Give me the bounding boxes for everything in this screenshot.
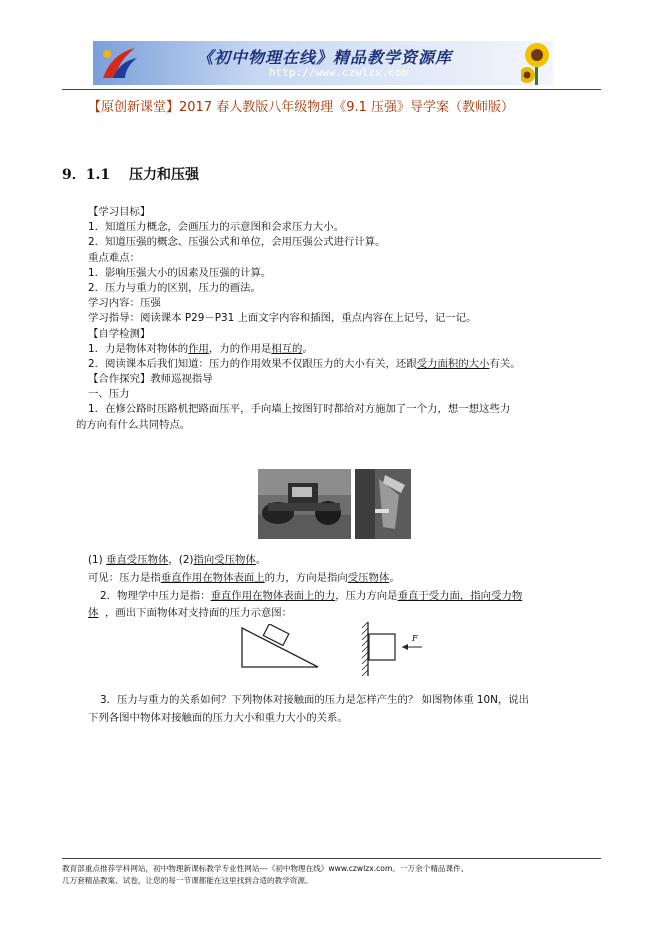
question-3-line-1: 3．压力与重力的关系如何？下列物体对接触面的压力是怎样产生的？ 如图物体重 10N，说出	[100, 694, 530, 706]
q2-text-end: 有关。	[489, 357, 521, 370]
study-guide: 学习指导：阅读课本 P29－P31 上面文字内容和插图，重点内容在上记号，记一记。	[88, 312, 477, 325]
definition-answer-a: 垂直作用在物体表面上的力	[210, 590, 336, 602]
logo-icon	[99, 44, 139, 82]
cooperative-header: 【合作探究】教师巡视指导	[88, 373, 213, 386]
conclusion-answer-a: 垂直作用在物体表面上	[160, 572, 265, 584]
answer-b: 指向受压物体	[193, 554, 256, 566]
photo-group	[258, 469, 411, 539]
incline-diagram	[240, 624, 320, 669]
answer-mid: ，(2)	[168, 554, 194, 566]
sunflower-icon	[521, 41, 553, 85]
header-banner	[93, 41, 553, 85]
section-number: 9．1.1	[62, 167, 111, 183]
conclusion-end: 。	[389, 572, 400, 584]
q1-text-mid: ，力的作用是	[208, 342, 272, 355]
wall-block-diagram	[360, 620, 432, 678]
self-check-header: 【自学检测】	[88, 327, 151, 340]
answer-end: 。	[255, 554, 267, 566]
definition-line	[100, 587, 522, 602]
road-roller-photo	[258, 469, 351, 539]
section-heading	[62, 164, 199, 184]
answer-prefix: (1)	[88, 554, 103, 566]
question-3-line-2: 下列各图中物体对接触面的压力大小和重力大小的关系。	[88, 712, 348, 724]
key-point-item: 2．压力与重力的区别，压力的画法。	[88, 281, 261, 294]
answer-a: 垂直受压物体	[106, 554, 169, 566]
q1-answer-1: 作用	[188, 342, 209, 355]
conclusion-mid: 的力，方向是指向	[264, 572, 348, 584]
q1-text: 1．力是物体对物体的	[88, 342, 189, 355]
definition-answer-b: 垂直于受力面，指向受力物	[397, 590, 523, 602]
part-heading: 一、压力	[88, 388, 130, 401]
banner-url: http://www.czwlzx.com	[269, 66, 409, 79]
footer-line: 教育部重点推荐学科网站，初中物理新课标教学专业性网站---《初中物理在线》www.czwlzx.com。一万余个精品课件、	[62, 864, 469, 873]
question-line: 1．在修公路时压路机把路面压平，手向墙上按图钉时都给对方施加了一个力，想一想这些力	[88, 403, 511, 416]
key-point-item: 1．影响压强大小的因素及压强的计算。	[88, 266, 272, 279]
banner-title: 《初中物理在线》精品教学资源库	[197, 48, 453, 67]
q2-text: 2．阅读课本后我们知道：压力的作用效果不仅跟压力的大小有关，还跟	[88, 357, 417, 370]
conclusion-answer-b: 受压物体	[347, 572, 390, 584]
key-points-header: 重点难点：	[88, 251, 140, 264]
q1-answer-2: 相互的	[271, 342, 303, 355]
self-check-q2	[88, 357, 596, 372]
footer-line: 几万套精品教案、试卷，让您的每一节课都能在这里找到合适的教学资源。	[62, 876, 313, 885]
thumbtack-photo	[355, 469, 411, 539]
definition-text: 2．物理学中压力是指：	[100, 590, 211, 602]
definition-end: ，画出下面物体对支持面的压力示意图：	[105, 607, 293, 619]
section-title: 压力和压强	[128, 167, 199, 183]
footer-rule	[62, 858, 601, 859]
force-label: F	[412, 634, 418, 643]
definition-mid: ，压力方向是	[335, 590, 398, 602]
self-check-q1	[88, 342, 596, 357]
goal-item: 2．知道压强的概念、压强公式和单位，会用压强公式进行计算。	[88, 236, 386, 249]
question-line: 的方向有什么共同特点。	[76, 418, 191, 431]
q2-answer: 受力面积的大小	[416, 357, 490, 370]
q1-text-end: 。	[302, 342, 313, 355]
worksheet-body	[76, 205, 596, 433]
conclusion-text: 可见：压力是指	[88, 572, 161, 584]
footer	[62, 863, 468, 887]
header-rule	[62, 89, 601, 90]
document-headline: 【原创新课堂】2017 春人教版八年级物理《9.1 压强》导学案（教师版）	[88, 100, 515, 115]
conclusion-line	[88, 569, 400, 584]
study-content: 学习内容：压强	[88, 297, 161, 310]
definition-answer-c: 体	[88, 607, 99, 619]
goal-item: 1．知道压力概念，会画压力的示意图和会求压力大小。	[88, 221, 344, 234]
answer-line-1	[88, 551, 266, 566]
goals-header: 【学习目标】	[88, 206, 151, 218]
definition-line-2	[88, 604, 292, 619]
